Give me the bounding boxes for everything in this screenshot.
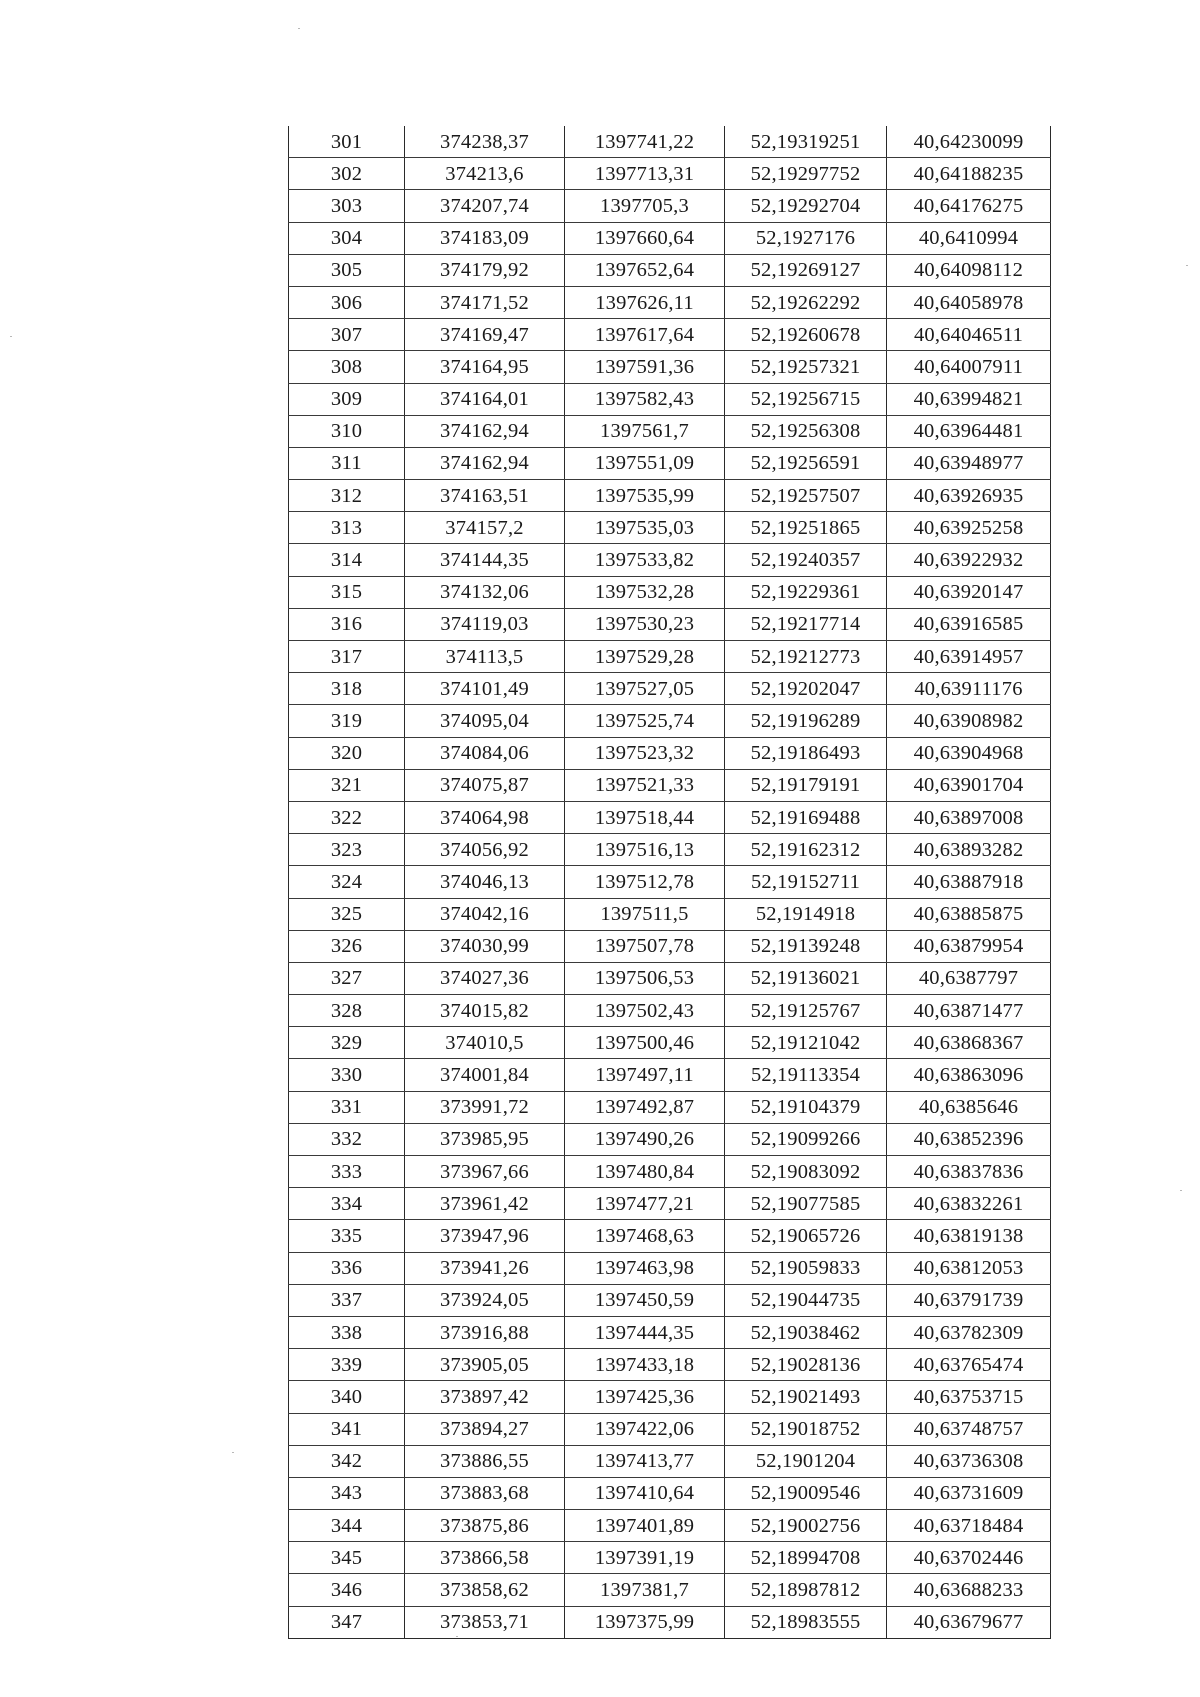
latitude-cell: 52,19186493 (725, 737, 887, 769)
latitude-cell: 52,19217714 (725, 608, 887, 640)
longitude-cell: 40,63904968 (887, 737, 1051, 769)
longitude-cell: 40,63852396 (887, 1123, 1051, 1155)
point-number-cell: 304 (289, 222, 405, 254)
point-number-cell: 317 (289, 641, 405, 673)
latitude-cell: 52,19009546 (725, 1477, 887, 1509)
longitude-cell: 40,64007911 (887, 351, 1051, 383)
point-number-cell: 335 (289, 1220, 405, 1252)
x-coordinate-cell: 374169,47 (405, 319, 565, 351)
longitude-cell: 40,63920147 (887, 576, 1051, 608)
table-row (289, 1059, 1051, 1091)
x-coordinate-cell: 374119,03 (405, 608, 565, 640)
table-row (289, 1027, 1051, 1059)
point-number-cell: 347 (289, 1606, 405, 1638)
x-coordinate-cell: 373961,42 (405, 1188, 565, 1220)
latitude-cell: 52,18983555 (725, 1606, 887, 1638)
table-row (289, 866, 1051, 898)
y-coordinate-cell: 1397626,11 (565, 286, 725, 318)
table-row (289, 1349, 1051, 1381)
table-row (289, 1252, 1051, 1284)
x-coordinate-cell: 373941,26 (405, 1252, 565, 1284)
longitude-cell: 40,63994821 (887, 383, 1051, 415)
latitude-cell: 52,19257321 (725, 351, 887, 383)
y-coordinate-cell: 1397413,77 (565, 1445, 725, 1477)
latitude-cell: 52,19113354 (725, 1059, 887, 1091)
table-row (289, 1510, 1051, 1542)
latitude-cell: 52,19292704 (725, 190, 887, 222)
y-coordinate-cell: 1397530,23 (565, 608, 725, 640)
scan-speck (298, 28, 300, 29)
point-number-cell: 346 (289, 1574, 405, 1606)
table-row (289, 480, 1051, 512)
latitude-cell: 52,19139248 (725, 930, 887, 962)
longitude-cell: 40,63863096 (887, 1059, 1051, 1091)
longitude-cell: 40,63871477 (887, 995, 1051, 1027)
table-row (289, 158, 1051, 190)
x-coordinate-cell: 374001,84 (405, 1059, 565, 1091)
point-number-cell: 312 (289, 480, 405, 512)
point-number-cell: 303 (289, 190, 405, 222)
latitude-cell: 52,19256591 (725, 447, 887, 479)
longitude-cell: 40,63812053 (887, 1252, 1051, 1284)
y-coordinate-cell: 1397480,84 (565, 1156, 725, 1188)
longitude-cell: 40,63887918 (887, 866, 1051, 898)
latitude-cell: 52,19077585 (725, 1188, 887, 1220)
longitude-cell: 40,63736308 (887, 1445, 1051, 1477)
point-number-cell: 323 (289, 834, 405, 866)
point-number-cell: 342 (289, 1445, 405, 1477)
latitude-cell: 52,19059833 (725, 1252, 887, 1284)
longitude-cell: 40,63897008 (887, 801, 1051, 833)
latitude-cell: 52,1914918 (725, 898, 887, 930)
latitude-cell: 52,19269127 (725, 254, 887, 286)
table-row (289, 769, 1051, 801)
y-coordinate-cell: 1397521,33 (565, 769, 725, 801)
longitude-cell: 40,63832261 (887, 1188, 1051, 1220)
x-coordinate-cell: 374042,16 (405, 898, 565, 930)
longitude-cell: 40,64058978 (887, 286, 1051, 318)
y-coordinate-cell: 1397425,36 (565, 1381, 725, 1413)
table-row (289, 1316, 1051, 1348)
point-number-cell: 343 (289, 1477, 405, 1509)
y-coordinate-cell: 1397381,7 (565, 1574, 725, 1606)
y-coordinate-cell: 1397500,46 (565, 1027, 725, 1059)
latitude-cell: 52,19038462 (725, 1316, 887, 1348)
table-row (289, 254, 1051, 286)
y-coordinate-cell: 1397529,28 (565, 641, 725, 673)
y-coordinate-cell: 1397561,7 (565, 415, 725, 447)
scan-speck (232, 1452, 234, 1453)
x-coordinate-cell: 374179,92 (405, 254, 565, 286)
latitude-cell: 52,19021493 (725, 1381, 887, 1413)
latitude-cell: 52,19121042 (725, 1027, 887, 1059)
latitude-cell: 52,19099266 (725, 1123, 887, 1155)
table-row (289, 641, 1051, 673)
longitude-cell: 40,64176275 (887, 190, 1051, 222)
x-coordinate-cell: 374030,99 (405, 930, 565, 962)
longitude-cell: 40,63879954 (887, 930, 1051, 962)
point-number-cell: 341 (289, 1413, 405, 1445)
latitude-cell: 52,19256308 (725, 415, 887, 447)
point-number-cell: 331 (289, 1091, 405, 1123)
point-number-cell: 344 (289, 1510, 405, 1542)
y-coordinate-cell: 1397444,35 (565, 1316, 725, 1348)
point-number-cell: 345 (289, 1542, 405, 1574)
latitude-cell: 52,19002756 (725, 1510, 887, 1542)
latitude-cell: 52,18994708 (725, 1542, 887, 1574)
point-number-cell: 336 (289, 1252, 405, 1284)
point-number-cell: 321 (289, 769, 405, 801)
point-number-cell: 329 (289, 1027, 405, 1059)
longitude-cell: 40,64230099 (887, 126, 1051, 158)
x-coordinate-cell: 374056,92 (405, 834, 565, 866)
longitude-cell: 40,63731609 (887, 1477, 1051, 1509)
table-row (289, 1413, 1051, 1445)
table-row (289, 1606, 1051, 1638)
x-coordinate-cell: 374164,01 (405, 383, 565, 415)
table-row (289, 383, 1051, 415)
longitude-cell: 40,63964481 (887, 415, 1051, 447)
x-coordinate-cell: 374213,6 (405, 158, 565, 190)
x-coordinate-cell: 374095,04 (405, 705, 565, 737)
x-coordinate-cell: 374162,94 (405, 447, 565, 479)
y-coordinate-cell: 1397477,21 (565, 1188, 725, 1220)
table-row (289, 705, 1051, 737)
y-coordinate-cell: 1397391,19 (565, 1542, 725, 1574)
point-number-cell: 319 (289, 705, 405, 737)
table-row (289, 447, 1051, 479)
longitude-cell: 40,64188235 (887, 158, 1051, 190)
latitude-cell: 52,1927176 (725, 222, 887, 254)
longitude-cell: 40,63908982 (887, 705, 1051, 737)
table-row (289, 286, 1051, 318)
longitude-cell: 40,6410994 (887, 222, 1051, 254)
longitude-cell: 40,63926935 (887, 480, 1051, 512)
latitude-cell: 52,1901204 (725, 1445, 887, 1477)
longitude-cell: 40,63901704 (887, 769, 1051, 801)
y-coordinate-cell: 1397422,06 (565, 1413, 725, 1445)
point-number-cell: 308 (289, 351, 405, 383)
x-coordinate-cell: 374144,35 (405, 544, 565, 576)
latitude-cell: 52,19319251 (725, 126, 887, 158)
table-row (289, 222, 1051, 254)
latitude-cell: 52,19044735 (725, 1284, 887, 1316)
y-coordinate-cell: 1397535,03 (565, 512, 725, 544)
scan-speck (1180, 1190, 1182, 1191)
x-coordinate-cell: 373991,72 (405, 1091, 565, 1123)
x-coordinate-cell: 373866,58 (405, 1542, 565, 1574)
table-row (289, 1091, 1051, 1123)
x-coordinate-cell: 374015,82 (405, 995, 565, 1027)
longitude-cell: 40,64098112 (887, 254, 1051, 286)
latitude-cell: 52,19169488 (725, 801, 887, 833)
x-coordinate-cell: 374064,98 (405, 801, 565, 833)
table-row (289, 737, 1051, 769)
table-row (289, 1284, 1051, 1316)
longitude-cell: 40,63916585 (887, 608, 1051, 640)
latitude-cell: 52,19104379 (725, 1091, 887, 1123)
x-coordinate-cell: 374207,74 (405, 190, 565, 222)
longitude-cell: 40,63837836 (887, 1156, 1051, 1188)
longitude-cell: 40,63922932 (887, 544, 1051, 576)
x-coordinate-cell: 374075,87 (405, 769, 565, 801)
table-row (289, 544, 1051, 576)
longitude-cell: 40,63765474 (887, 1349, 1051, 1381)
y-coordinate-cell: 1397468,63 (565, 1220, 725, 1252)
longitude-cell: 40,63753715 (887, 1381, 1051, 1413)
x-coordinate-cell: 374157,2 (405, 512, 565, 544)
table-row (289, 1381, 1051, 1413)
latitude-cell: 52,19260678 (725, 319, 887, 351)
point-number-cell: 322 (289, 801, 405, 833)
y-coordinate-cell: 1397741,22 (565, 126, 725, 158)
point-number-cell: 301 (289, 126, 405, 158)
latitude-cell: 52,19240357 (725, 544, 887, 576)
table-row (289, 415, 1051, 447)
latitude-cell: 52,19256715 (725, 383, 887, 415)
table-row (289, 126, 1051, 158)
x-coordinate-cell: 374162,94 (405, 415, 565, 447)
table-row (289, 834, 1051, 866)
table-row (289, 351, 1051, 383)
longitude-cell: 40,63748757 (887, 1413, 1051, 1445)
point-number-cell: 330 (289, 1059, 405, 1091)
latitude-cell: 52,19028136 (725, 1349, 887, 1381)
x-coordinate-cell: 373916,88 (405, 1316, 565, 1348)
point-number-cell: 332 (289, 1123, 405, 1155)
point-number-cell: 326 (289, 930, 405, 962)
x-coordinate-cell: 374046,13 (405, 866, 565, 898)
x-coordinate-cell: 374027,36 (405, 962, 565, 994)
y-coordinate-cell: 1397551,09 (565, 447, 725, 479)
x-coordinate-cell: 374164,95 (405, 351, 565, 383)
table-row (289, 319, 1051, 351)
y-coordinate-cell: 1397617,64 (565, 319, 725, 351)
table-row (289, 962, 1051, 994)
point-number-cell: 339 (289, 1349, 405, 1381)
y-coordinate-cell: 1397506,53 (565, 962, 725, 994)
point-number-cell: 318 (289, 673, 405, 705)
y-coordinate-cell: 1397507,78 (565, 930, 725, 962)
point-number-cell: 334 (289, 1188, 405, 1220)
latitude-cell: 52,18987812 (725, 1574, 887, 1606)
point-number-cell: 313 (289, 512, 405, 544)
x-coordinate-cell: 373886,55 (405, 1445, 565, 1477)
table-row (289, 190, 1051, 222)
table-row (289, 898, 1051, 930)
y-coordinate-cell: 1397532,28 (565, 576, 725, 608)
point-number-cell: 307 (289, 319, 405, 351)
point-number-cell: 320 (289, 737, 405, 769)
latitude-cell: 52,19202047 (725, 673, 887, 705)
y-coordinate-cell: 1397410,64 (565, 1477, 725, 1509)
point-number-cell: 340 (289, 1381, 405, 1413)
latitude-cell: 52,19257507 (725, 480, 887, 512)
point-number-cell: 328 (289, 995, 405, 1027)
longitude-cell: 40,63948977 (887, 447, 1051, 479)
x-coordinate-cell: 373985,95 (405, 1123, 565, 1155)
x-coordinate-cell: 373853,71 (405, 1606, 565, 1638)
x-coordinate-cell: 374010,5 (405, 1027, 565, 1059)
point-number-cell: 338 (289, 1316, 405, 1348)
point-number-cell: 310 (289, 415, 405, 447)
y-coordinate-cell: 1397511,5 (565, 898, 725, 930)
table-row (289, 801, 1051, 833)
longitude-cell: 40,63688233 (887, 1574, 1051, 1606)
y-coordinate-cell: 1397591,36 (565, 351, 725, 383)
y-coordinate-cell: 1397518,44 (565, 801, 725, 833)
point-number-cell: 333 (289, 1156, 405, 1188)
y-coordinate-cell: 1397713,31 (565, 158, 725, 190)
point-number-cell: 311 (289, 447, 405, 479)
y-coordinate-cell: 1397497,11 (565, 1059, 725, 1091)
point-number-cell: 327 (289, 962, 405, 994)
x-coordinate-cell: 374113,5 (405, 641, 565, 673)
x-coordinate-cell: 373858,62 (405, 1574, 565, 1606)
y-coordinate-cell: 1397582,43 (565, 383, 725, 415)
longitude-cell: 40,63702446 (887, 1542, 1051, 1574)
longitude-cell: 40,64046511 (887, 319, 1051, 351)
latitude-cell: 52,19251865 (725, 512, 887, 544)
y-coordinate-cell: 1397450,59 (565, 1284, 725, 1316)
point-number-cell: 337 (289, 1284, 405, 1316)
latitude-cell: 52,19229361 (725, 576, 887, 608)
y-coordinate-cell: 1397401,89 (565, 1510, 725, 1542)
y-coordinate-cell: 1397523,32 (565, 737, 725, 769)
coordinates-table (288, 126, 1051, 1639)
table-row (289, 1220, 1051, 1252)
x-coordinate-cell: 374084,06 (405, 737, 565, 769)
point-number-cell: 306 (289, 286, 405, 318)
x-coordinate-cell: 373897,42 (405, 1381, 565, 1413)
table-row (289, 1188, 1051, 1220)
y-coordinate-cell: 1397527,05 (565, 673, 725, 705)
table-row (289, 930, 1051, 962)
y-coordinate-cell: 1397652,64 (565, 254, 725, 286)
y-coordinate-cell: 1397533,82 (565, 544, 725, 576)
point-number-cell: 315 (289, 576, 405, 608)
y-coordinate-cell: 1397705,3 (565, 190, 725, 222)
y-coordinate-cell: 1397525,74 (565, 705, 725, 737)
latitude-cell: 52,19018752 (725, 1413, 887, 1445)
y-coordinate-cell: 1397492,87 (565, 1091, 725, 1123)
y-coordinate-cell: 1397490,26 (565, 1123, 725, 1155)
latitude-cell: 52,19162312 (725, 834, 887, 866)
table-row (289, 1156, 1051, 1188)
latitude-cell: 52,19262292 (725, 286, 887, 318)
table-row (289, 576, 1051, 608)
scan-speck (10, 336, 12, 337)
point-number-cell: 302 (289, 158, 405, 190)
latitude-cell: 52,19136021 (725, 962, 887, 994)
longitude-cell: 40,63925258 (887, 512, 1051, 544)
latitude-cell: 52,19212773 (725, 641, 887, 673)
y-coordinate-cell: 1397463,98 (565, 1252, 725, 1284)
x-coordinate-cell: 373924,05 (405, 1284, 565, 1316)
x-coordinate-cell: 374183,09 (405, 222, 565, 254)
x-coordinate-cell: 374238,37 (405, 126, 565, 158)
x-coordinate-cell: 374163,51 (405, 480, 565, 512)
y-coordinate-cell: 1397535,99 (565, 480, 725, 512)
y-coordinate-cell: 1397375,99 (565, 1606, 725, 1638)
y-coordinate-cell: 1397502,43 (565, 995, 725, 1027)
table-row (289, 995, 1051, 1027)
point-number-cell: 309 (289, 383, 405, 415)
longitude-cell: 40,63718484 (887, 1510, 1051, 1542)
table-row (289, 1574, 1051, 1606)
longitude-cell: 40,63679677 (887, 1606, 1051, 1638)
table-row (289, 1445, 1051, 1477)
latitude-cell: 52,19125767 (725, 995, 887, 1027)
latitude-cell: 52,19196289 (725, 705, 887, 737)
scan-speck (1186, 265, 1188, 266)
coordinates-table-body (289, 126, 1051, 1638)
y-coordinate-cell: 1397516,13 (565, 834, 725, 866)
latitude-cell: 52,19083092 (725, 1156, 887, 1188)
y-coordinate-cell: 1397512,78 (565, 866, 725, 898)
table-row (289, 1123, 1051, 1155)
x-coordinate-cell: 374171,52 (405, 286, 565, 318)
point-number-cell: 314 (289, 544, 405, 576)
point-number-cell: 316 (289, 608, 405, 640)
longitude-cell: 40,63791739 (887, 1284, 1051, 1316)
point-number-cell: 324 (289, 866, 405, 898)
x-coordinate-cell: 373883,68 (405, 1477, 565, 1509)
y-coordinate-cell: 1397660,64 (565, 222, 725, 254)
latitude-cell: 52,19179191 (725, 769, 887, 801)
longitude-cell: 40,63868367 (887, 1027, 1051, 1059)
table-row (289, 1542, 1051, 1574)
x-coordinate-cell: 373875,86 (405, 1510, 565, 1542)
longitude-cell: 40,6387797 (887, 962, 1051, 994)
x-coordinate-cell: 374101,49 (405, 673, 565, 705)
longitude-cell: 40,63782309 (887, 1316, 1051, 1348)
longitude-cell: 40,63893282 (887, 834, 1051, 866)
longitude-cell: 40,63885875 (887, 898, 1051, 930)
point-number-cell: 305 (289, 254, 405, 286)
longitude-cell: 40,6385646 (887, 1091, 1051, 1123)
x-coordinate-cell: 373905,05 (405, 1349, 565, 1381)
latitude-cell: 52,19152711 (725, 866, 887, 898)
longitude-cell: 40,63914957 (887, 641, 1051, 673)
table-row (289, 673, 1051, 705)
longitude-cell: 40,63911176 (887, 673, 1051, 705)
point-number-cell: 325 (289, 898, 405, 930)
x-coordinate-cell: 373967,66 (405, 1156, 565, 1188)
latitude-cell: 52,19297752 (725, 158, 887, 190)
longitude-cell: 40,63819138 (887, 1220, 1051, 1252)
x-coordinate-cell: 373894,27 (405, 1413, 565, 1445)
table-row (289, 512, 1051, 544)
x-coordinate-cell: 374132,06 (405, 576, 565, 608)
latitude-cell: 52,19065726 (725, 1220, 887, 1252)
table-row (289, 1477, 1051, 1509)
x-coordinate-cell: 373947,96 (405, 1220, 565, 1252)
y-coordinate-cell: 1397433,18 (565, 1349, 725, 1381)
table-row (289, 608, 1051, 640)
